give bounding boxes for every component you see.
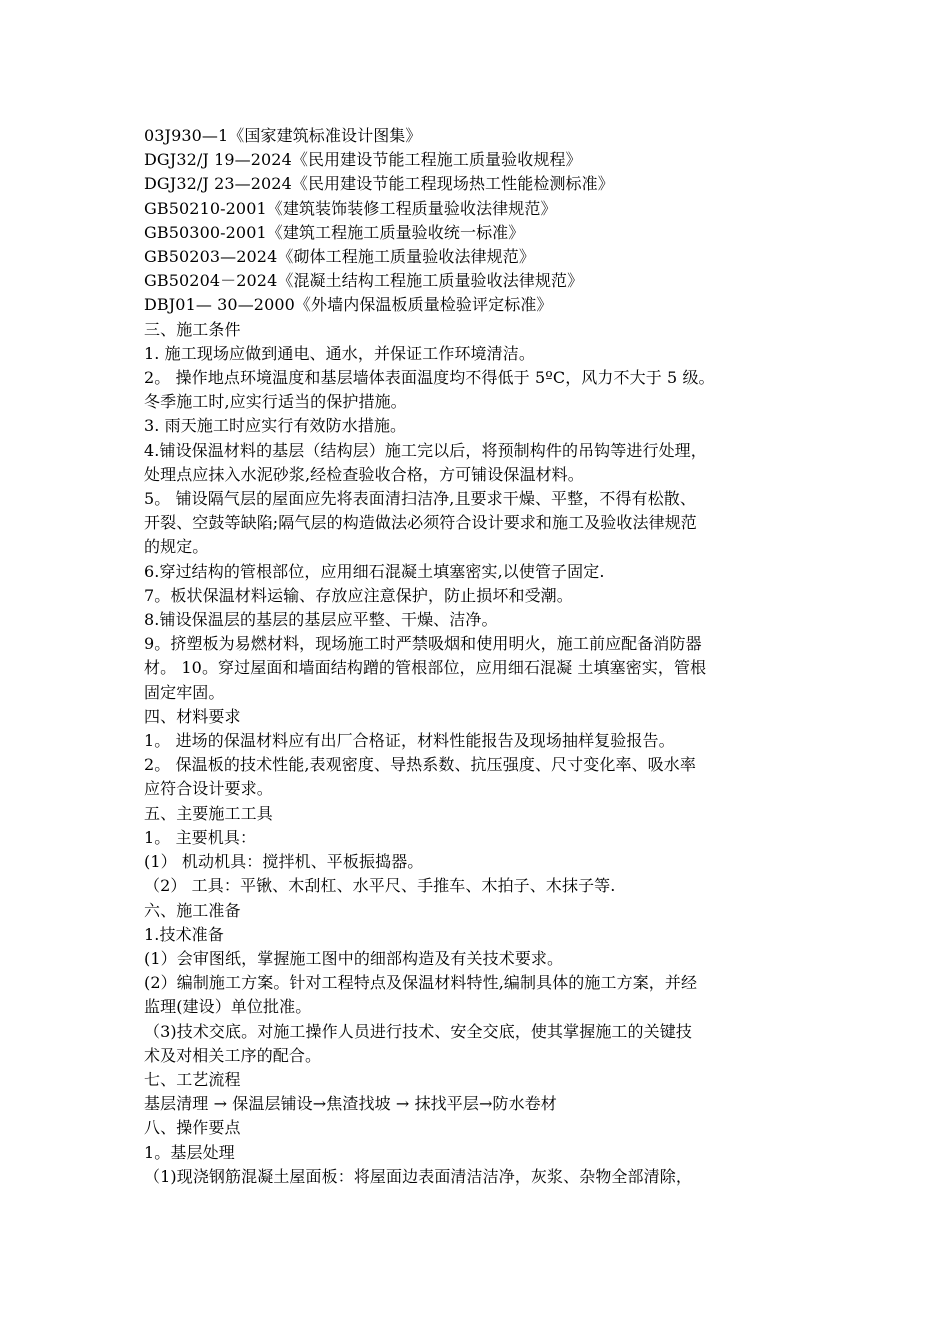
text-line: 监理(建设）单位批准。 [144, 997, 312, 1017]
text-line: 2。 操作地点环境温度和基层墙体表面温度均不得低于 5ºC，风力不大于 5 级。 [144, 368, 715, 388]
text-line: DBJ01— 30—2000《外墙内保温板质量检验评定标准》 [144, 295, 553, 315]
text-line: 1。 进场的保温材料应有出厂合格证，材料性能报告及现场抽样复验报告。 [144, 731, 675, 751]
text-line: 冬季施工时,应实行适当的保护措施。 [144, 392, 407, 412]
text-line: 7。板状保温材料运输、存放应注意保护，防止损坏和受潮。 [144, 585, 573, 605]
text-line: GB50210-2001《建筑装饰装修工程质量验收法律规范》 [144, 198, 557, 218]
text-line: (1）会审图纸，掌握施工图中的细部构造及有关技术要求。 [144, 948, 564, 968]
section-heading: 五、主要施工工具 [144, 803, 273, 823]
text-line: 术及对相关工序的配合。 [144, 1045, 322, 1065]
text-line: 基层清理 → 保温层铺设→焦渣找坡 → 抹找平层→防水卷材 [144, 1094, 557, 1114]
text-line: DGJ32/J 19—2024《民用建设节能工程施工质量验收规程》 [144, 150, 582, 170]
text-line: 1。 主要机具： [144, 827, 257, 847]
text-line: GB50204－2024《混凝土结构工程施工质量验收法律规范》 [144, 271, 584, 291]
text-line: DGJ32/J 23—2024《民用建设节能工程现场热工性能检测标准》 [144, 174, 614, 194]
text-line: 6.穿过结构的管根部位，应用细石混凝土填塞密实,以使管子固定. [144, 561, 605, 581]
text-line: （3)技术交底。对施工操作人员进行技术、安全交底，使其掌握施工的关键技 [144, 1021, 692, 1041]
text-line: GB50300-2001《建筑工程施工质量验收统一标准》 [144, 222, 525, 242]
text-line: 3. 雨天施工时应实行有效防水措施。 [144, 416, 407, 436]
section-heading: 八、操作要点 [144, 1118, 241, 1138]
text-line: 5。 铺设隔气层的屋面应先将表面清扫洁净,且要求干燥、平整，不得有松散、 [144, 489, 696, 509]
document-body [144, 124, 824, 1189]
text-line: 应符合设计要求。 [144, 779, 273, 799]
text-line: （1)现浇钢筋混凝土屋面板：将屋面边表面清洁洁净，灰浆、杂物全部清除， [144, 1166, 692, 1186]
section-heading: 七、工艺流程 [144, 1069, 241, 1089]
text-line: 1. 施工现场应做到通电、通水，并保证工作环境清洁。 [144, 343, 535, 363]
text-line: 1。基层处理 [144, 1142, 235, 1162]
text-line: 2。 保温板的技术性能,表观密度、导热系数、抗压强度、尺寸变化率、吸水率 [144, 755, 696, 775]
section-heading: 三、施工条件 [144, 319, 241, 339]
text-line: 03J930—1《国家建筑标准设计图集》 [144, 126, 422, 145]
text-line: GB50203—2024《砌体工程施工质量验收法律规范》 [144, 247, 535, 267]
text-line: 开裂、空鼓等缺陷;隔气层的构造做法必须符合设计要求和施工及验收法律规范 [144, 513, 697, 533]
text-line: 9。挤塑板为易燃材料，现场施工时严禁吸烟和使用明火，施工前应配备消防器 [144, 634, 702, 654]
section-heading: 六、施工准备 [144, 900, 241, 920]
text-line: 固定牢固。 [144, 682, 225, 702]
text-line: 处理点应抹入水泥砂浆,经检查验收合格，方可铺设保温材料。 [144, 464, 584, 484]
text-line: 的规定。 [144, 537, 209, 557]
text-line: (2）编制施工方案。针对工程特点及保温材料特性,编制具体的施工方案，并经 [144, 973, 698, 993]
text-line: （2） 工具：平锹、木刮杠、水平尺、手推车、木拍子、木抹子等. [144, 876, 616, 896]
text-line: 8.铺设保温层的基层的基层应平整、干燥、洁净。 [144, 610, 498, 630]
text-line: (1） 机动机具：搅拌机、平板振捣器。 [144, 852, 424, 872]
text-line: 1.技术准备 [144, 924, 224, 944]
text-line: 4.铺设保温材料的基层（结构层）施工完以后，将预制构件的吊钩等进行处理， [144, 440, 707, 460]
section-heading: 四、材料要求 [144, 706, 241, 726]
text-line: 材。 10。穿过屋面和墙面结构蹭的管根部位，应用细石混凝 土填塞密实，管根 [144, 658, 707, 678]
